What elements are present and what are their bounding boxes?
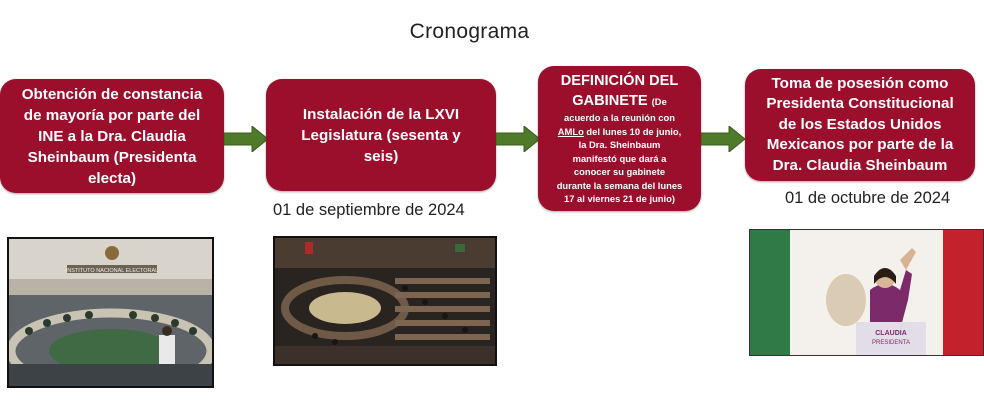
arrow-1-icon <box>224 126 268 152</box>
date-legislatura: 01 de septiembre de 2024 <box>273 201 465 219</box>
step-2-line-1: Instalación de la LXVI <box>302 105 460 123</box>
step-4-line-3: de los Estados Unidos <box>778 115 942 133</box>
step-3-heading-line-1: DEFINICIÓN DEL <box>560 73 679 90</box>
step-1-line-3: INE a la Dra. Claudia <box>38 127 186 145</box>
ine-sign-text: INSTITUTO NACIONAL ELECTORAL <box>65 268 159 274</box>
step-4-line-4: Mexicanos por parte de la <box>766 136 954 154</box>
step-1-line-1: Obtención de constancia <box>21 85 203 103</box>
diagram-title: Cronograma <box>409 20 530 43</box>
podium-text-1: CLAUDIA <box>875 330 907 337</box>
step-3-heading-line-2 <box>572 91 667 111</box>
step-1-line-5: electa) <box>87 169 137 187</box>
step-3-heading-word: GABINETE <box>572 93 648 110</box>
step-2-line-2: Legislatura (sesenta y <box>301 126 461 144</box>
step-3-note-line-7: durante la semana del lunes <box>556 179 683 191</box>
photo-legislatura-chamber <box>273 236 497 366</box>
step-3-note-line-3-rest: del lunes 10 de junio, <box>583 125 682 137</box>
arrow-3-icon <box>701 126 745 152</box>
step-1-line-2: de mayoría por parte del <box>23 106 201 124</box>
step-2-line-3: seis) <box>363 147 399 165</box>
step-1-constancia-box <box>0 79 224 193</box>
step-4-line-2: Presidenta Constitucional <box>766 95 954 113</box>
step-4-line-1: Toma de posesión como <box>771 74 949 92</box>
photo-toma-de-posesion <box>749 229 984 356</box>
step-4-toma-de-posesion-box <box>745 69 975 181</box>
step-1-line-4: Sheinbaum (Presidenta <box>27 148 197 166</box>
step-3-note-line-2: acuerdo a la reunión con <box>564 112 675 124</box>
step-3-note-amlo: AMLo <box>557 125 584 137</box>
step-3-note-line-4: la Dra. Sheinbaum <box>578 139 661 151</box>
arrow-2-icon <box>496 126 540 152</box>
podium-text-2: PRESIDENTA <box>872 340 910 346</box>
step-3-note-line-3 <box>558 125 681 139</box>
step-3-note-start: (De <box>651 96 667 108</box>
photo-ine-session <box>7 237 214 388</box>
date-toma-de-posesion: 01 de octubre de 2024 <box>785 189 951 207</box>
step-3-gabinete-box <box>538 66 701 211</box>
step-3-note-line-8: 17 al viernes 21 de junio) <box>564 193 675 205</box>
step-2-legislatura-box <box>266 79 496 191</box>
step-3-note-line-5: manifestó que dará a <box>572 152 667 164</box>
step-3-note-line-6: conocer su gabinete <box>573 166 666 178</box>
step-4-line-5: Dra. Claudia Sheinbaum <box>772 156 948 174</box>
